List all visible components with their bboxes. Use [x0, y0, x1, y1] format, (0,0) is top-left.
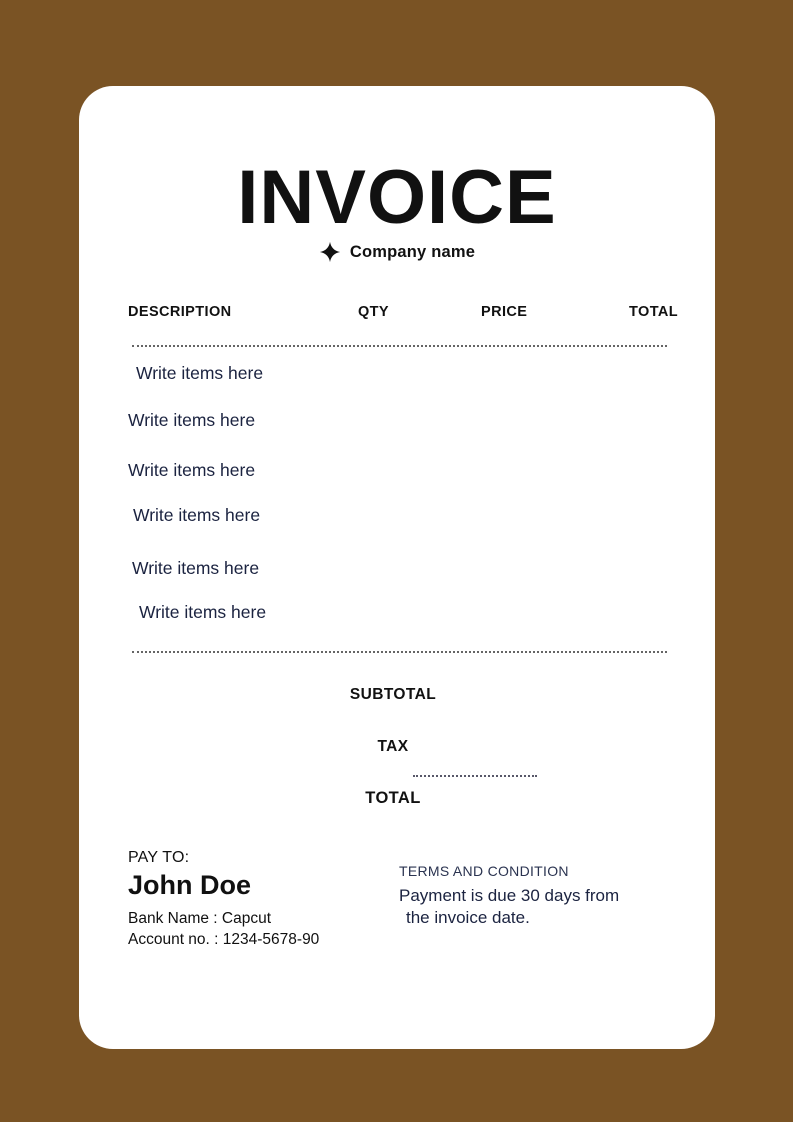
divider-tax [413, 775, 537, 777]
terms-line-1: Payment is due 30 days from [399, 886, 620, 905]
company-line [79, 241, 715, 263]
table-header-row [128, 304, 678, 330]
column-header-description: DESCRIPTION [128, 304, 232, 320]
terms-title: TERMS AND CONDITION [399, 863, 569, 879]
column-header-qty: QTY [358, 304, 390, 320]
terms-line-2: the invoice date. [406, 908, 530, 928]
table-row[interactable]: Write items here [128, 460, 256, 480]
divider-bottom [132, 651, 667, 653]
total-label: TOTAL [365, 789, 421, 807]
invoice-card [79, 86, 715, 1049]
terms-text [399, 885, 679, 929]
column-header-total: TOTAL [629, 304, 678, 320]
pay-to-block [128, 849, 378, 951]
total-row [79, 789, 715, 808]
subtotal-label: SUBTOTAL [349, 686, 437, 703]
table-row[interactable]: Write items here [139, 602, 267, 622]
table-row[interactable]: Write items here [132, 558, 260, 578]
pay-to-label: PAY TO: [128, 849, 190, 866]
divider-top [132, 345, 667, 347]
bank-name: Bank Name : Capcut [128, 909, 272, 927]
account-number: Account no. : 1234-5678-90 [128, 930, 320, 948]
column-header-price: PRICE [481, 304, 528, 320]
table-row[interactable]: Write items here [128, 410, 256, 430]
terms-block [399, 863, 679, 929]
sparkle-icon [319, 241, 341, 263]
table-row[interactable]: Write items here [133, 505, 261, 525]
pay-to-name: John Doe [128, 870, 252, 900]
company-name: Company name [349, 242, 476, 261]
page-title: INVOICE [237, 155, 557, 240]
tax-label: TAX [377, 738, 409, 755]
subtotal-row [79, 686, 715, 704]
table-row[interactable]: Write items here [136, 363, 264, 383]
tax-row [79, 738, 715, 756]
